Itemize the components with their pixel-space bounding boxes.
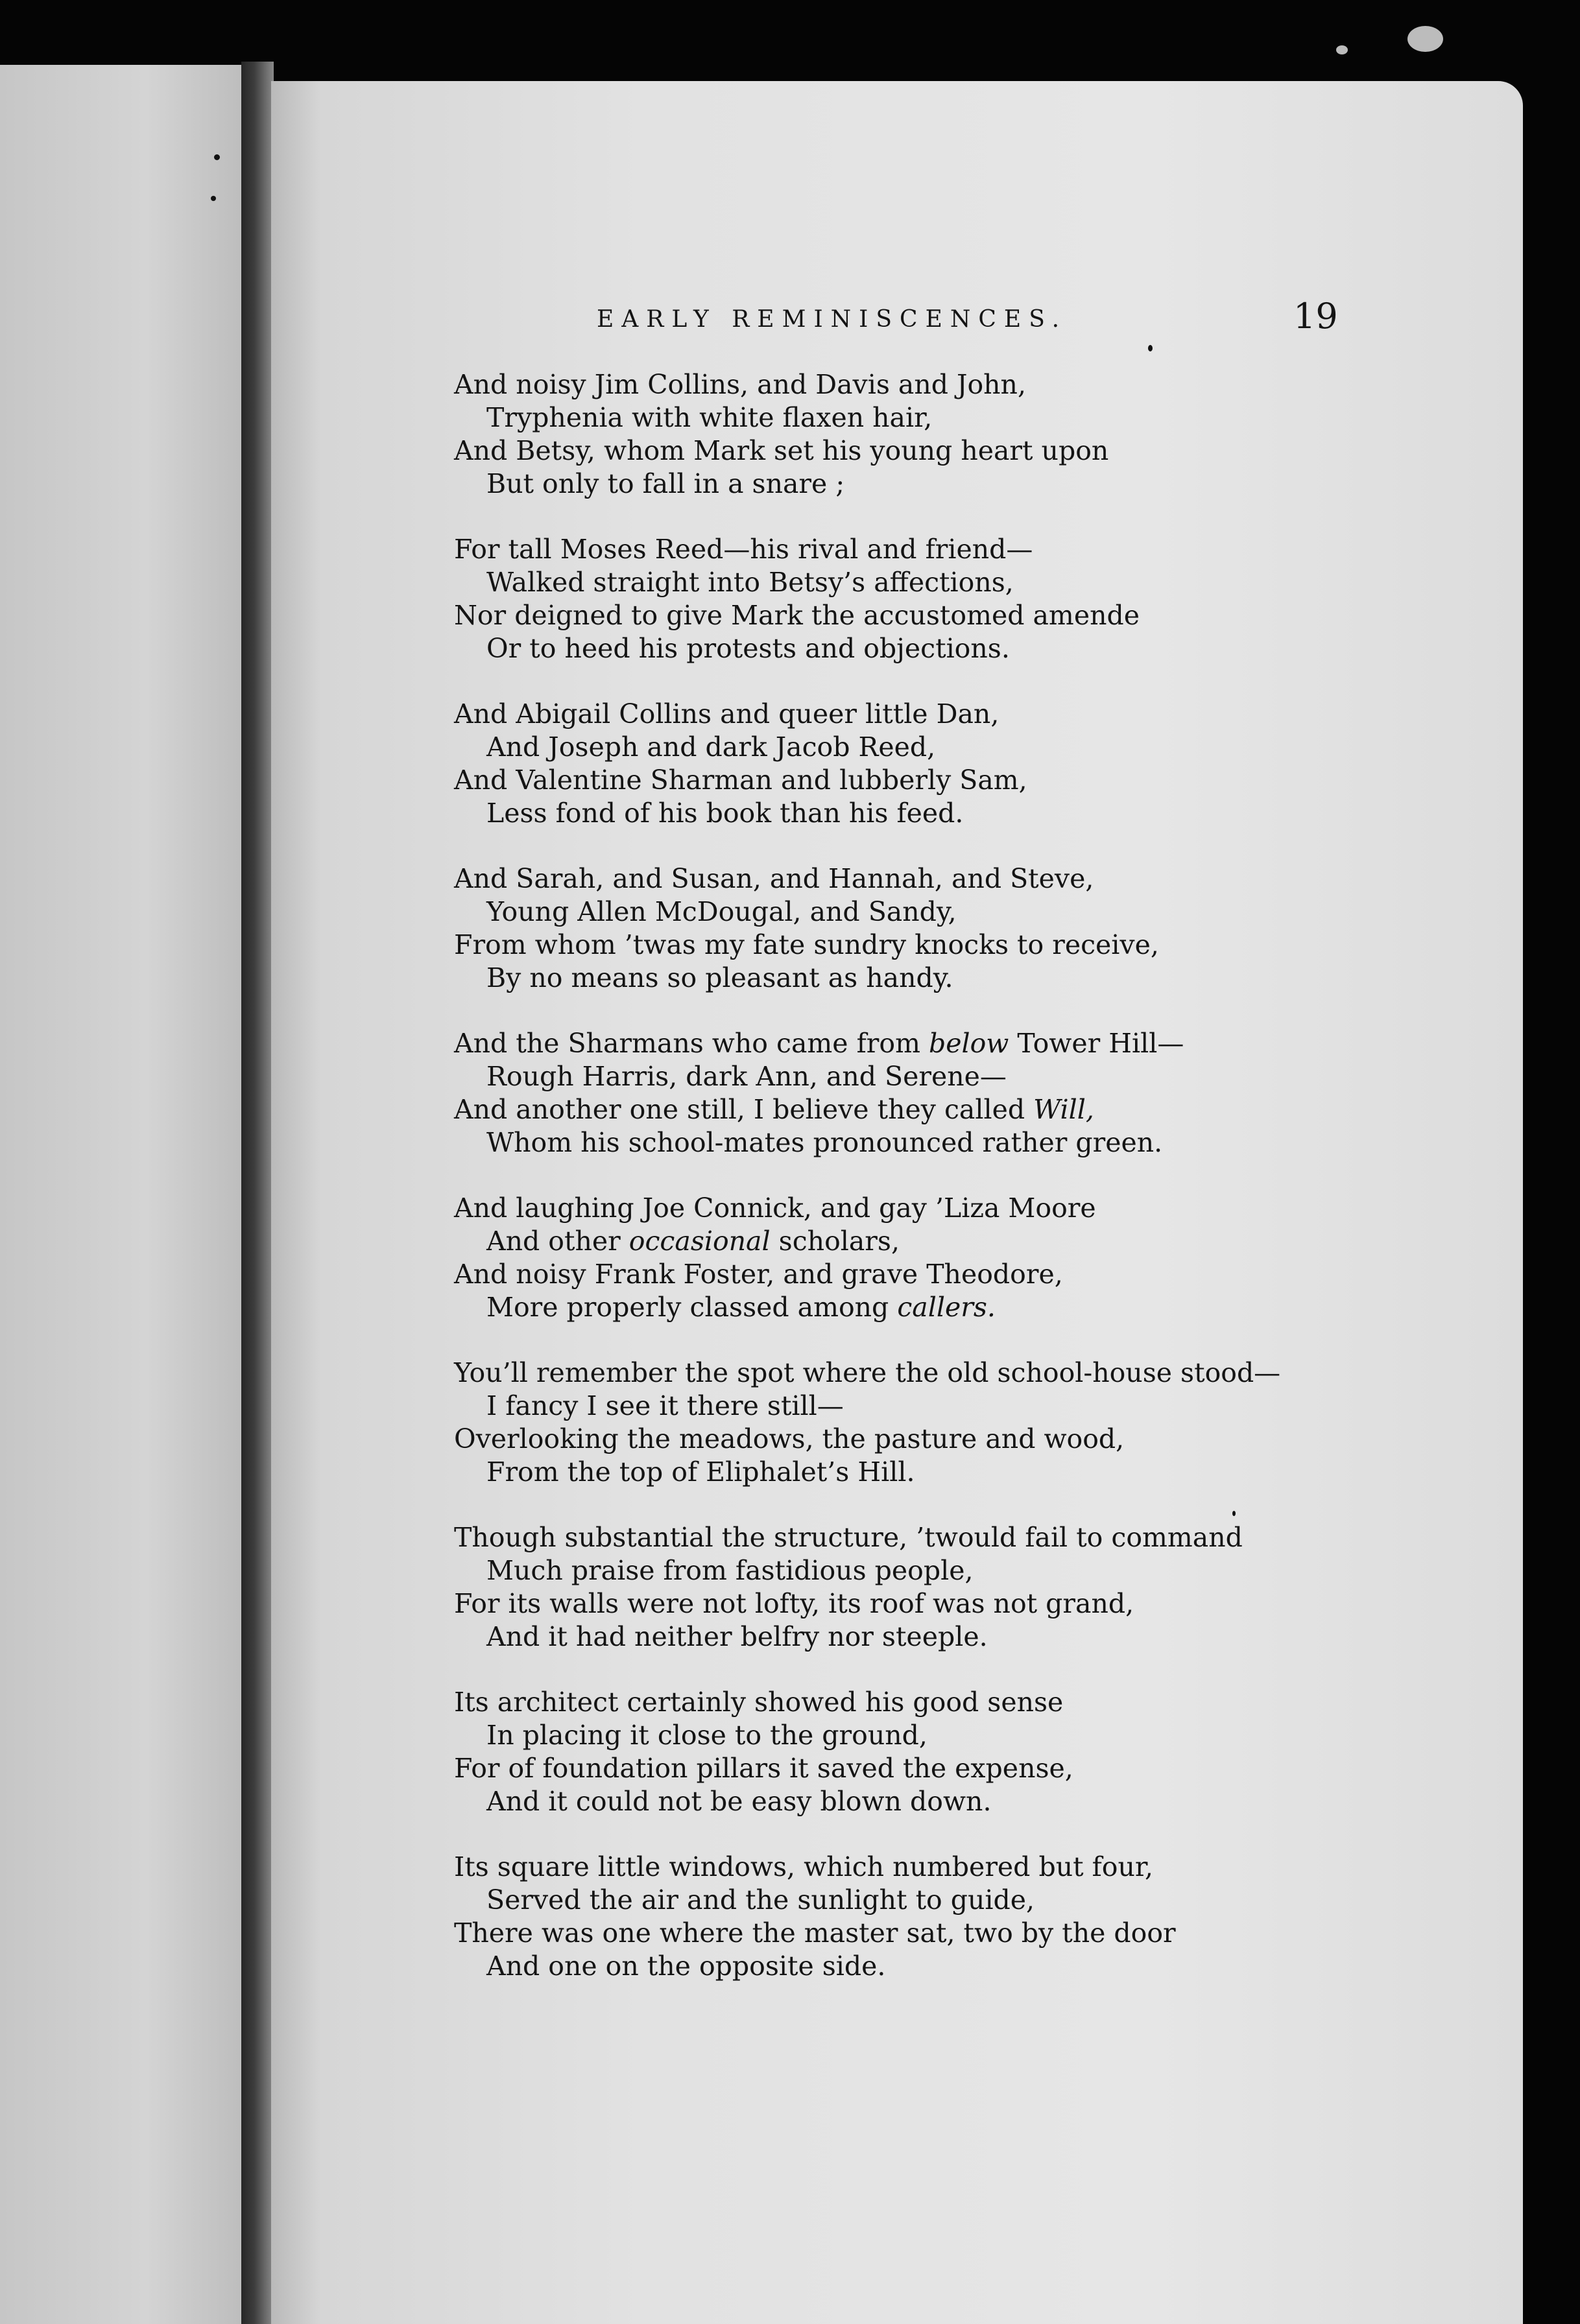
poem-line: And laughing Joe Connick, and gay ’Liza Moore: [454, 1192, 1096, 1224]
poem-line: From the top of Eliphalet’s Hill.: [486, 1456, 915, 1488]
line-text: And another one still, I believe they called: [454, 1094, 1034, 1125]
poem-line: And noisy Jim Collins, and Davis and John,: [454, 369, 1026, 400]
poem-line: And Joseph and dark Jacob Reed,: [486, 731, 936, 763]
poem-line: And it had neither belfry nor steeple.: [486, 1621, 988, 1652]
poem-line: And noisy Frank Foster, and grave Theodore,: [454, 1259, 1063, 1290]
poem-line: Its architect certainly showed his good sense: [454, 1687, 1064, 1718]
poem-line: But only to fall in a snare ;: [486, 468, 845, 499]
line-text: More properly classed among: [486, 1292, 898, 1323]
stanza: [454, 1851, 1401, 1983]
stanza: [454, 368, 1401, 501]
italic-word: Will,: [1033, 1094, 1094, 1125]
stanza: [454, 698, 1401, 830]
page-number: 19: [1293, 296, 1338, 337]
poem-line: [454, 1093, 1401, 1126]
poem-line: Or to heed his protests and objections.: [486, 633, 1010, 664]
poem-line: For of foundation pillars it saved the expense,: [454, 1753, 1073, 1784]
poem-line: Tryphenia with white flaxen hair,: [486, 402, 933, 433]
poem-line: Walked straight into Betsy’s affections,: [486, 567, 1014, 598]
poem-line: And Betsy, whom Mark set his young heart upon: [454, 435, 1109, 466]
poem-line: You’ll remember the spot where the old school-house stood—: [454, 1357, 1281, 1388]
poem-line: [454, 1291, 1401, 1324]
poem-line: From whom ’twas my fate sundry knocks to receive,: [454, 929, 1159, 960]
poem-line: And it could not be easy blown down.: [486, 1786, 992, 1817]
poem-line: Served the air and the sunlight to guide,: [486, 1884, 1035, 1915]
poem-line: Young Allen McDougal, and Sandy,: [486, 896, 957, 927]
stanza: [454, 1357, 1401, 1489]
poem-line: Rough Harris, dark Ann, and Serene—: [486, 1061, 1007, 1092]
poem-line: For tall Moses Reed—his rival and friend—: [454, 534, 1033, 565]
poem-line: [454, 1027, 1401, 1060]
poem-line: I fancy I see it there still—: [486, 1390, 844, 1421]
poem-line: There was one where the master sat, two by the door: [454, 1917, 1176, 1949]
poem-line: By no means so pleasant as handy.: [486, 962, 953, 993]
poem-line: Though substantial the structure, ’twould fail to command: [454, 1522, 1243, 1553]
poem-line: And Abigail Collins and queer little Dan,: [454, 698, 999, 729]
poem-line: Its square little windows, which numbered but four,: [454, 1851, 1154, 1882]
stanza: [454, 1521, 1401, 1654]
poem-line: Nor deigned to give Mark the accustomed amende: [454, 600, 1140, 631]
line-text: scholars,: [770, 1226, 900, 1257]
stanza: [454, 1686, 1401, 1818]
stanza: [454, 862, 1401, 995]
line-text: And other: [486, 1226, 629, 1257]
poem-line: Much praise from fastidious people,: [486, 1555, 974, 1586]
poem: [454, 368, 1401, 2015]
poem-line: Overlooking the meadows, the pasture and wood,: [454, 1423, 1125, 1454]
poem-line: And Valentine Sharman and lubberly Sam,: [454, 765, 1027, 796]
stanza: [454, 1192, 1401, 1324]
italic-word: callers.: [897, 1292, 996, 1323]
line-text: And the Sharmans who came from: [454, 1028, 929, 1059]
poem-line: In placing it close to the ground,: [486, 1720, 928, 1751]
stanza: [454, 533, 1401, 665]
poem-line: Whom his school-mates pronounced rather green.: [486, 1127, 1163, 1158]
poem-line: Less fond of his book than his feed.: [486, 798, 964, 829]
line-text: Tower Hill—: [1009, 1028, 1184, 1059]
stanza: [454, 1027, 1401, 1159]
poem-line: [454, 1225, 1401, 1258]
poem-line: For its walls were not lofty, its roof was not grand,: [454, 1588, 1134, 1619]
running-head: EARLY REMINISCENCES.: [597, 306, 1068, 333]
italic-word: occasional: [628, 1226, 771, 1257]
poem-line: And one on the opposite side.: [486, 1950, 886, 1982]
poem-line: And Sarah, and Susan, and Hannah, and Steve,: [454, 863, 1094, 894]
italic-word: below: [928, 1028, 1009, 1059]
